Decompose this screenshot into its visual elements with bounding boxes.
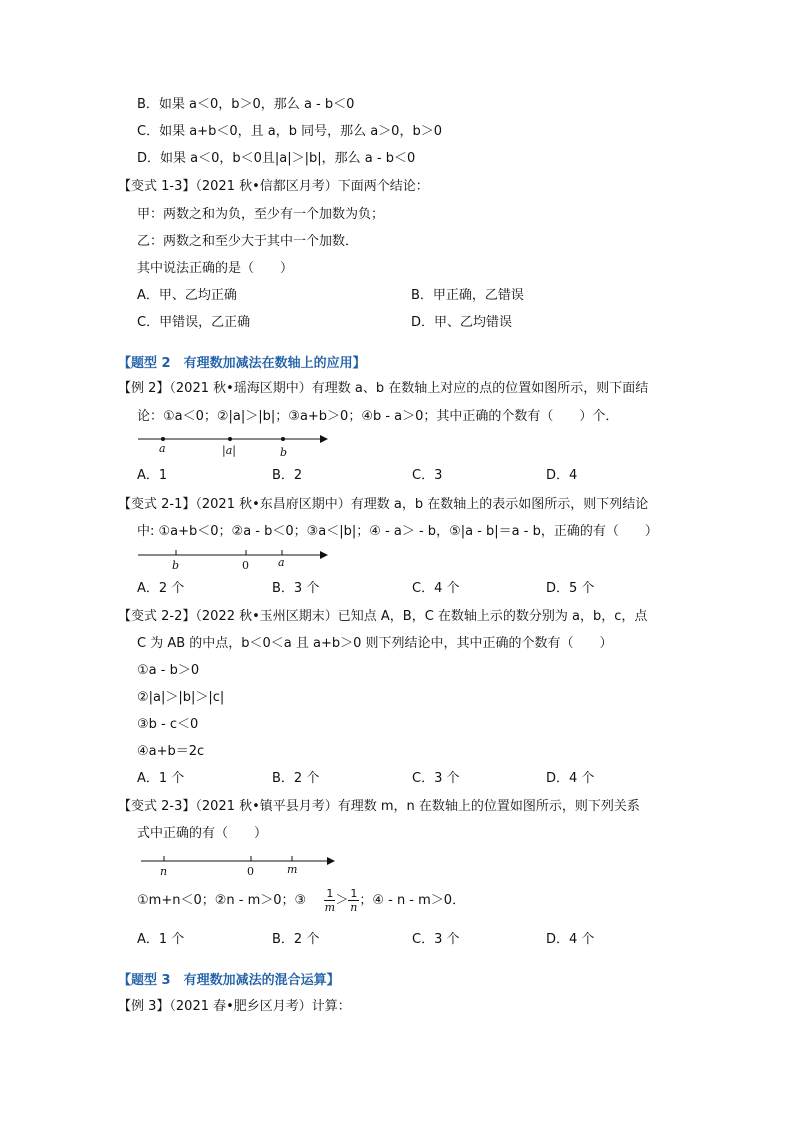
variant-2-3-line2: 式中正确的有（ ） — [137, 826, 268, 841]
option-a: A．1 — [137, 468, 168, 483]
label-zero: 0 — [247, 865, 254, 878]
label-m: m — [287, 863, 298, 876]
option-b: B．2 个 — [272, 771, 320, 786]
denominator: m — [324, 901, 336, 914]
statement-2: ②|a|＞|b|＞|c| — [137, 690, 225, 705]
point-b — [281, 437, 285, 441]
option-b: B．甲正确，乙错误 — [411, 288, 524, 303]
label-b: b — [280, 446, 288, 459]
variant-2-3-statements — [137, 887, 465, 915]
example-tag: 【例 2】 — [118, 381, 170, 396]
axis-arrow — [320, 435, 328, 443]
fraction-1-over-m — [324, 887, 335, 914]
example-text: （2021 春•肥乡区月考）计算： — [169, 999, 351, 1014]
label-n: n — [160, 865, 168, 878]
section-heading-3: 【题型 3 有理数加减法的混合运算】 — [118, 973, 340, 988]
point-a — [161, 437, 165, 441]
variant-tag: 【变式 2-3】 — [118, 799, 196, 814]
example-tag: 【例 3】 — [118, 999, 170, 1014]
option-c: C．甲错误，乙正确 — [137, 315, 251, 330]
numerator: 1 — [326, 887, 334, 900]
section-heading-2: 【题型 2 有理数加减法在数轴上的应用】 — [118, 356, 366, 371]
option-d: D．4 — [546, 468, 578, 483]
option-a: A．1 个 — [137, 932, 185, 947]
label-zero: 0 — [242, 559, 249, 572]
axis-arrow — [327, 857, 335, 865]
option-a: A．1 个 — [137, 771, 185, 786]
variant-tag: 【变式 2-2】 — [118, 609, 196, 624]
option-b: B．2 个 — [272, 932, 320, 947]
option-a: A．2 个 — [137, 581, 185, 596]
denominator: n — [350, 901, 358, 914]
variant-2-2-line2: C 为 AB 的中点，b＜0＜a 且 a+b＞0 则下列结论中，其中正确的个数有（ ） — [137, 636, 613, 651]
variant-2-1-line1 — [118, 496, 648, 514]
option-c: C．3 — [412, 468, 443, 483]
example-3-line — [118, 998, 351, 1016]
number-line-variant-2-1 — [130, 544, 330, 574]
option-d: D．4 个 — [546, 932, 595, 947]
option-d: D．甲、乙均错误 — [411, 315, 513, 330]
statement-jia: 甲：两数之和为负，至少有一个加数为负； — [137, 207, 385, 222]
variant-text: （2021 秋•东昌府区期中）有理数 a，b 在数轴上的表示如图所示，则下列结论 — [195, 497, 649, 512]
statement-yi: 乙：两数之和至少大于其中一个加数． — [137, 234, 359, 249]
question: 其中说法正确的是（ ） — [137, 261, 294, 276]
option-a: A．甲、乙均正确 — [137, 288, 237, 303]
statement-4: ④a+b＝2c — [137, 744, 205, 759]
number-line-example-2 — [130, 428, 330, 462]
numerator: 1 — [350, 887, 358, 900]
option-c: C．3 个 — [412, 771, 460, 786]
statement-1: ①a - b＞0 — [137, 663, 200, 678]
example-2-line2: 论：①a＜0；②|a|＞|b|；③a+b＞0；④b - a＞0；其中正确的个数有（ ）个． — [137, 409, 619, 424]
option-c: C．4 个 — [412, 581, 460, 596]
variant-tag: 【变式 1-3】 — [118, 179, 196, 194]
statements-part-2: ；④ - n - m＞0． — [359, 893, 466, 908]
option-b: B．如果 a＜0，b＞0，那么 a - b＜0 — [137, 97, 355, 112]
number-line-variant-2-3 — [133, 850, 339, 880]
variant-text: （2022 秋•玉州区期末）已知点 A，B，C 在数轴上示的数分别为 a，b，c，点 — [195, 609, 648, 624]
statement-3: ③b - c＜0 — [137, 717, 199, 732]
option-b: B．2 — [272, 468, 303, 483]
option-d: D．5 个 — [546, 581, 595, 596]
option-d: D．如果 a＜0，b＜0且|a|＞|b|，那么 a - b＜0 — [137, 151, 416, 166]
statements-part-1: ①m+n＜0；②n - m＞0；③ — [137, 893, 307, 908]
option-c: C．3 个 — [412, 932, 460, 947]
variant-2-2-line1 — [118, 608, 647, 626]
label-b: b — [172, 559, 180, 572]
greater-than: ＞ — [335, 893, 349, 908]
variant-tag: 【变式 2-1】 — [118, 497, 196, 512]
option-d: D．4 个 — [546, 771, 595, 786]
variant-text: （2021 秋•镇平县月考）有理数 m，n 在数轴上的位置如图所示，则下列关系 — [195, 799, 640, 814]
variant-text: （2021 秋•信都区月考）下面两个结论： — [195, 179, 429, 194]
axis-arrow — [320, 551, 328, 559]
label-a: a — [278, 556, 285, 569]
variant-2-3-line1 — [118, 798, 640, 816]
point-abs-a — [228, 437, 232, 441]
example-text: （2021 秋•瑶海区期中）有理数 a、b 在数轴上对应的点的位置如图所示，则下面结 — [169, 381, 649, 396]
option-c: C．如果 a+b＜0，且 a，b 同号，那么 a＞0，b＞0 — [137, 124, 442, 139]
label-abs-a: |a| — [222, 444, 236, 457]
variant-2-1-line2: 中: ①a+b＜0；②a - b＜0；③a＜|b|；④ - a＞ - b，⑤|a - b|＝a - b，正确的有（ ） — [137, 524, 658, 539]
variant-1-3-header — [118, 178, 429, 196]
label-a: a — [159, 442, 166, 455]
fraction-1-over-n — [348, 887, 359, 914]
option-b: B．3 个 — [272, 581, 320, 596]
example-2-line1 — [118, 380, 648, 398]
